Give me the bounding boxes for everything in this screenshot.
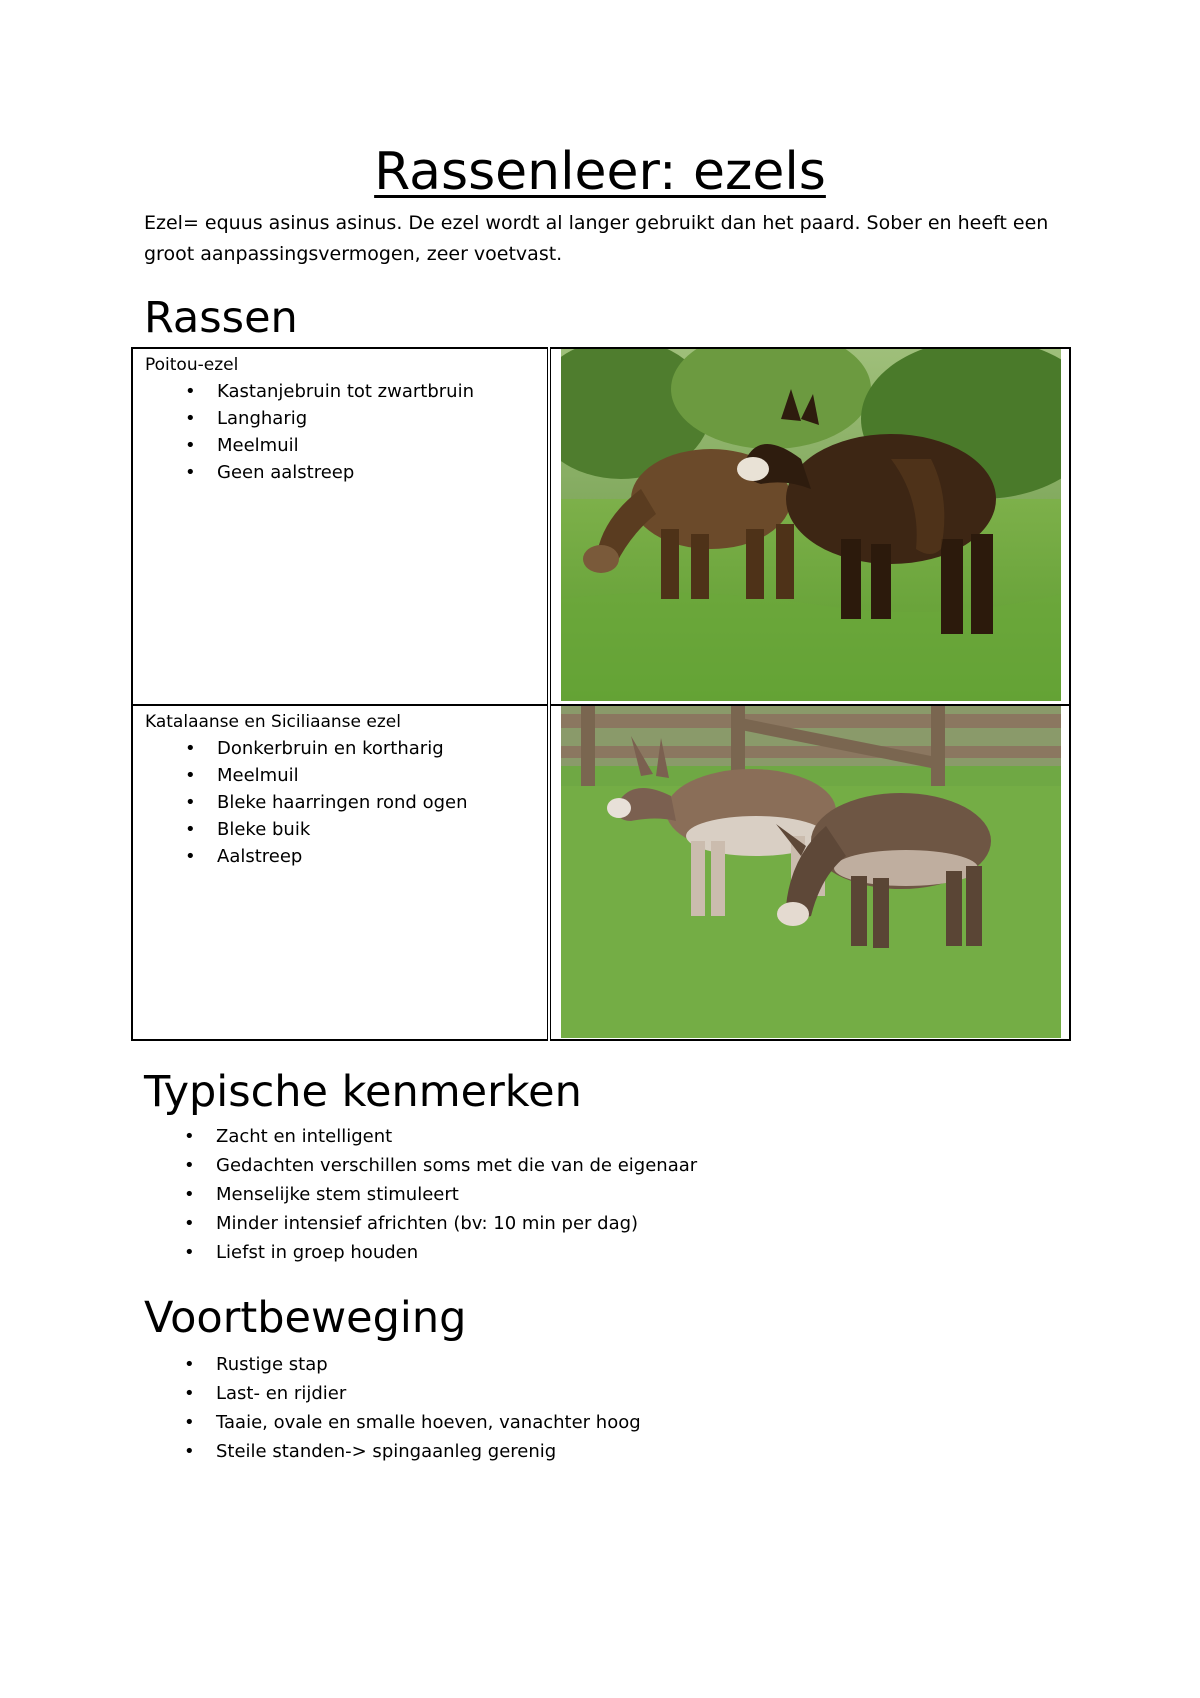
breed-name: Katalaanse en Siciliaanse ezel [145,712,401,733]
list-item: • Steile standen-> spingaanleg gerenig [144,1437,1044,1466]
table-row [132,348,1070,705]
list-item: • Liefst in groep houden [144,1238,1044,1267]
list-item: • Aalstreep [145,843,537,870]
list-item: • Taaie, ovale en smalle hoeven, vanachter hoog [144,1408,1044,1437]
page-title: Rassenleer: ezels [374,142,826,202]
bullet-icon: • [185,462,196,483]
catalan-donkeys-photo [561,706,1061,1038]
bullet-icon: • [184,1383,195,1404]
list-item: • Kastanjebruin tot zwartbruin [145,378,537,405]
bullet-icon: • [185,738,196,760]
list-item: • Gedachten verschillen soms met die van de eigenaar [144,1151,1044,1180]
bullet-icon: • [185,381,196,402]
bullet-icon: • [184,1184,195,1205]
list-item: • Last- en rijdier [144,1379,1044,1408]
list-item: • Geen aalstreep [145,459,537,486]
list-item: • Rustige stap [144,1350,1044,1379]
bullet-icon: • [185,846,196,868]
breed-photo-cell [549,705,1070,1040]
bullet-icon: • [185,792,196,814]
intro-paragraph: Ezel= equus asinus asinus. De ezel wordt al langer gebruikt dan het paard. Sober en heeft een groot aanpassingsvermogen, zeer voetvast. [144,212,1049,265]
breeds-table [131,347,1071,1041]
section-heading-rassen: Rassen [144,293,298,343]
breed-cell-poitou [132,348,549,705]
kenmerken-list [144,1122,1044,1267]
list-item: • Langharig [145,405,537,432]
bullet-icon: • [184,1213,195,1234]
section-heading-voortbeweging: Voortbeweging [144,1293,467,1343]
table-row [132,705,1070,1040]
list-item: • Meelmuil [145,762,537,789]
bullet-icon: • [184,1412,195,1433]
breed-cell-katalaanse [132,705,549,1040]
bullet-icon: • [184,1242,195,1263]
bullet-icon: • [185,765,196,787]
list-item: • Bleke buik [145,816,537,843]
list-item: • Meelmuil [145,432,537,459]
bullet-icon: • [184,1441,195,1462]
list-item: • Donkerbruin en kortharig [145,735,537,762]
breed-traits-list [145,735,537,870]
bullet-icon: • [185,408,196,429]
list-item: • Zacht en intelligent [144,1122,1044,1151]
bullet-icon: • [184,1354,195,1375]
bullet-icon: • [184,1155,195,1176]
section-heading-kenmerken: Typische kenmerken [144,1067,582,1117]
breed-photo-cell [549,348,1070,705]
list-item: • Bleke haarringen rond ogen [145,789,537,816]
poitou-donkeys-photo [561,349,1061,701]
bullet-icon: • [185,435,196,456]
voortbeweging-list [144,1350,1044,1466]
bullet-icon: • [184,1126,195,1147]
bullet-icon: • [185,819,196,841]
breed-traits-list [145,378,537,486]
list-item: • Minder intensief africhten (bv: 10 min per dag) [144,1209,1044,1238]
list-item: • Menselijke stem stimuleert [144,1180,1044,1209]
breed-name: Poitou-ezel [145,355,239,375]
